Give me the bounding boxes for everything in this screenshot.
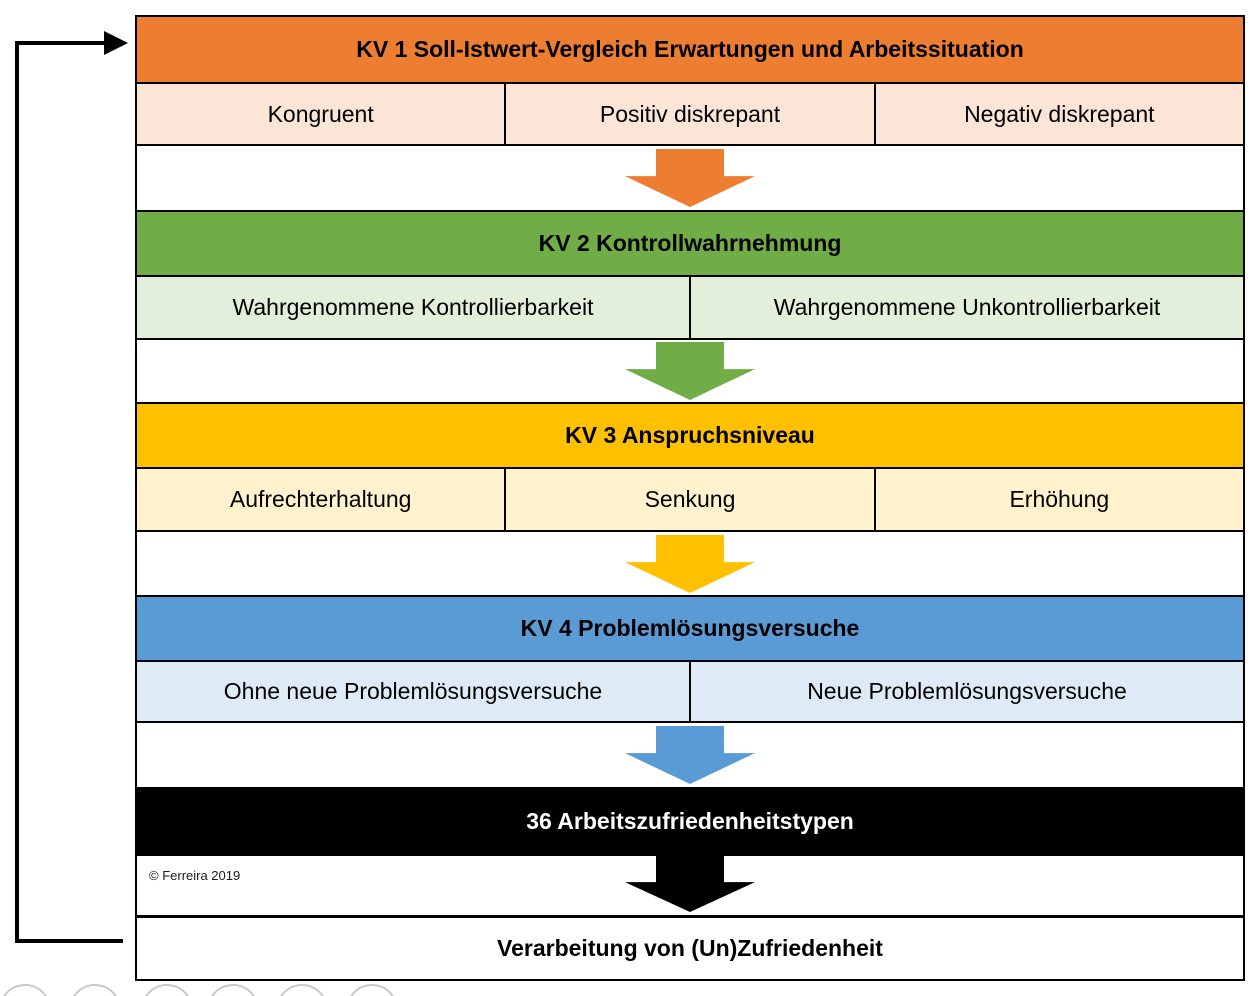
kv2-option-unkontrollierbarkeit: Wahrgenommene Unkontrollierbarkeit	[773, 294, 1161, 320]
kv4-header-label: KV 4 Problemlösungsversuche	[520, 615, 860, 641]
watermark-circle-icon	[141, 984, 193, 996]
kv1-header	[137, 17, 1243, 84]
outcome-row	[137, 918, 1243, 979]
down-arrow-icon	[625, 856, 755, 912]
down-arrow-icon	[625, 342, 755, 400]
copyright-row	[137, 856, 1243, 918]
kv1-option-negativ-diskrepant: Negativ diskrepant	[964, 100, 1155, 127]
kv2-option-kontrollierbarkeit: Wahrgenommene Kontrollierbarkeit	[137, 277, 691, 338]
kv3-option-senkung: Senkung	[506, 469, 875, 530]
kv4-options-row	[137, 662, 1243, 723]
watermark-circle-icon	[0, 984, 51, 996]
kv3-option-erhoehung: Erhöhung	[1009, 486, 1110, 512]
down-arrow-icon	[625, 149, 755, 207]
kv3-header	[137, 404, 1243, 469]
down-arrow-icon	[625, 726, 755, 784]
kv4-header	[137, 597, 1243, 662]
kv2-header	[137, 212, 1243, 277]
result-label: 36 Arbeitszufriedenheitstypen	[526, 808, 854, 834]
kv3-option-aufrechterhaltung: Aufrechterhaltung	[137, 469, 506, 530]
kv1-option-positiv-diskrepant: Positiv diskrepant	[506, 84, 875, 144]
kv3-options-row	[137, 469, 1243, 532]
kv4-option-neue-versuche: Neue Problemlösungsversuche	[807, 678, 1127, 704]
kv1-option-kongruent: Kongruent	[137, 84, 506, 144]
outcome-label: Verarbeitung von (Un)Zufriedenheit	[497, 935, 883, 961]
kv2-arrow-gap	[137, 340, 1243, 404]
feedback-loop-line-vertical	[15, 41, 19, 943]
watermark-circle-icon	[69, 984, 121, 996]
kv1-header-label: KV 1 Soll-Istwert-Vergleich Erwartungen und Arbeitssituation	[356, 36, 1024, 62]
flowchart-table	[135, 15, 1245, 981]
copyright-text: © Ferreira 2019	[149, 868, 241, 883]
kv2-header-label: KV 2 Kontrollwahrnehmung	[538, 230, 842, 256]
kv3-header-label: KV 3 Anspruchsniveau	[565, 422, 815, 448]
feedback-loop-line-top	[15, 41, 107, 45]
down-arrow-icon	[625, 535, 755, 593]
kv1-arrow-gap	[137, 146, 1243, 212]
kv2-options-row	[137, 277, 1243, 340]
kv1-options-row	[137, 84, 1243, 146]
kv3-arrow-gap	[137, 532, 1243, 597]
kv4-arrow-gap	[137, 723, 1243, 789]
feedback-loop-line-bottom	[15, 939, 123, 943]
kv4-option-ohne-neue-versuche: Ohne neue Problemlösungsversuche	[137, 662, 691, 721]
result-band	[137, 789, 1243, 856]
feedback-loop-arrowhead-icon	[104, 31, 128, 55]
watermark-circle-icon	[207, 984, 259, 996]
watermark-circle-icon	[346, 984, 398, 996]
watermark-circle-icon	[276, 984, 328, 996]
